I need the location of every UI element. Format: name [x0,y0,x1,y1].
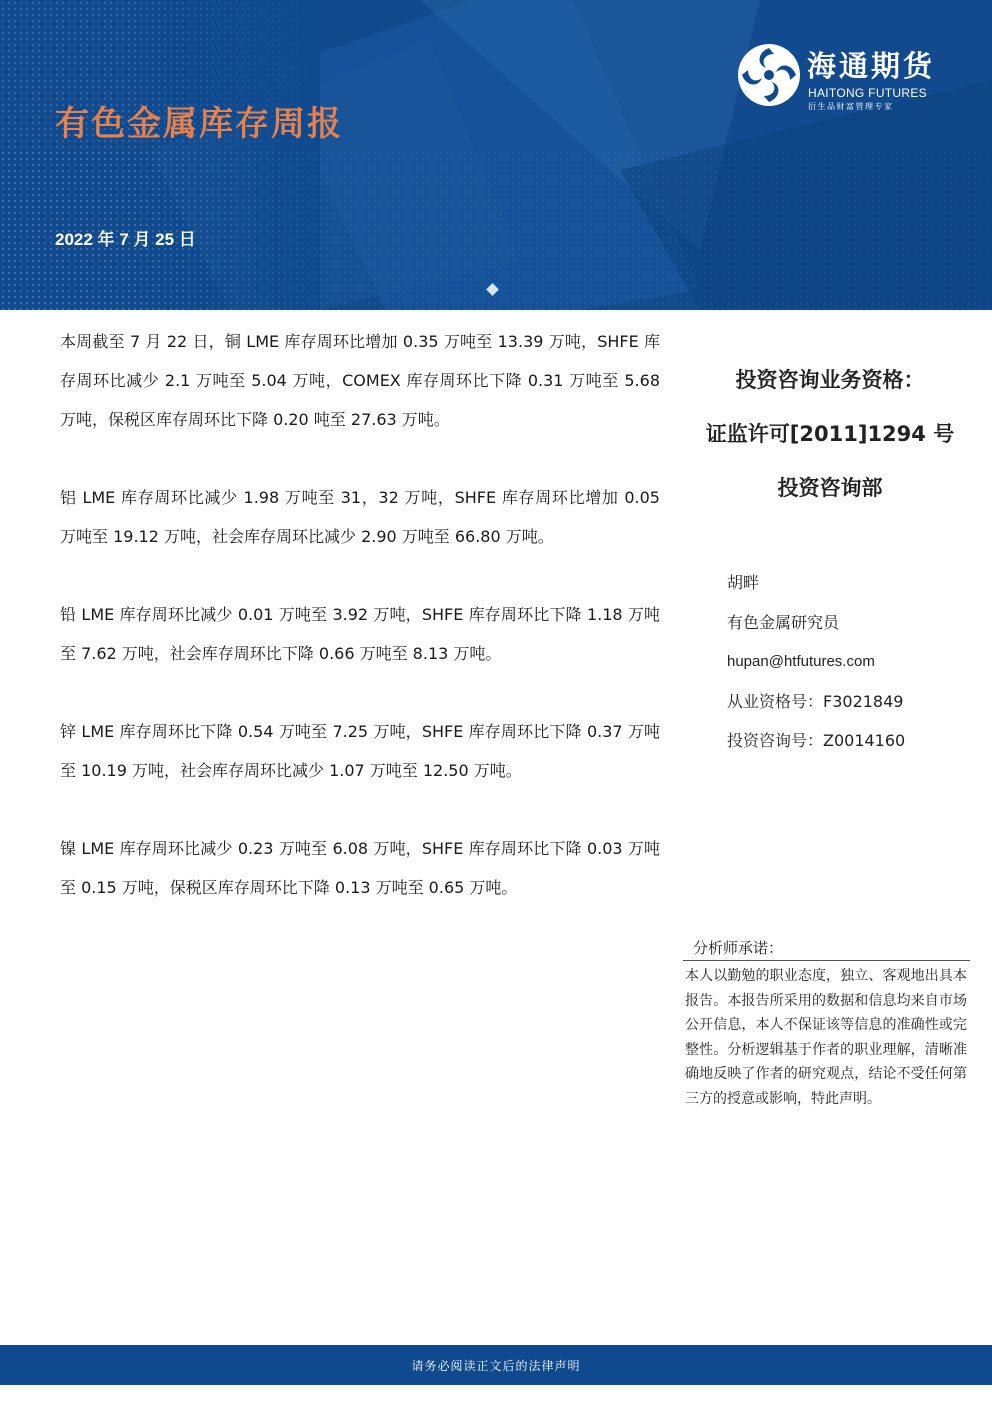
paragraph-copper: 本周截至 7 月 22 日，铜 LME 库存周环比增加 0.35 万吨至 13.39 万吨，SHFE 库存周环比减少 2.1 万吨至 5.04 万吨，COMEX 库存周环比下降 0.31 万吨至 5.68 万吨，保税区库存周环比下降 0.20 吨至 27.63 万吨。 [60,332,660,429]
company-logo [736,42,956,117]
paragraph-zinc: 锌 LME 库存周环比下降 0.54 万吨至 7.25 万吨，SHFE 库存周环比下降 0.37 万吨至 10.19 万吨，社会库存周环比减少 1.07 万吨至 12.50 万吨。 [60,722,660,780]
paragraph-nickel: 镍 LME 库存周环比减少 0.23 万吨至 6.08 万吨，SHFE 库存周环比下降 0.03 万吨至 0.15 万吨，保税区库存周环比下降 0.13 万吨至 0.65 万吨。 [60,839,660,897]
footer-legal-notice: 请务必阅读正文后的法律声明 [411,1358,581,1373]
header-banner [0,0,992,310]
qualification-block [680,362,980,524]
license-number: 证监许可[2011]1294 号 [705,422,955,446]
report-title: 有色金属库存周报 [55,104,343,144]
analyst-name: 胡畔 [727,573,760,592]
analyst-promise-text: 本人以勤勉的职业态度，独立、客观地出具本报告。本报告所采用的数据和信息均来自市场公开信息，本人不保证该等信息的准确性或完整性。分析逻辑基于作者的职业理解，清晰准确地反映了作者的研究观点，结论不受任何第三方的授意或影响，特此声明。 [685,968,967,1107]
report-date: 2022 年 7 月 25 日 [55,230,196,249]
logo-chinese-name: 海通期货 [807,49,936,83]
logo-english-name: HAITONG FUTURES [808,86,927,100]
paragraph-lead: 铅 LME 库存周环比减少 0.01 万吨至 3.92 万吨，SHFE 库存周环比下降 1.18 万吨至 7.62 万吨，社会库存周环比下降 0.66 万吨至 8.13 万吨。 [60,605,660,663]
department-name: 投资咨询部 [777,476,883,500]
logo-tagline: 衍生品财富管理专家 [808,102,894,111]
analyst-info [727,563,905,761]
analyst-promise-title: 分析师承诺： [693,939,784,957]
analyst-title: 有色金属研究员 [727,612,840,632]
promise-divider [683,960,970,961]
report-body [60,322,660,946]
footer-bar [0,1345,992,1385]
qualification-heading: 投资咨询业务资格： [735,368,925,392]
paragraph-aluminum: 铝 LME 库存周环比减少 1.98 万吨至 31，32 万吨，SHFE 库存周环比增加 0.05 万吨至 19.12 万吨，社会库存周环比减少 2.90 万吨至 66.80 万吨。 [60,488,660,546]
practice-license-id: 从业资格号：F3021849 [727,691,904,711]
consulting-license-id: 投资咨询号：Z0014160 [727,731,906,750]
analyst-email[interactable]: hupan@htfutures.com [727,653,875,670]
logo-mark-icon [736,42,802,108]
